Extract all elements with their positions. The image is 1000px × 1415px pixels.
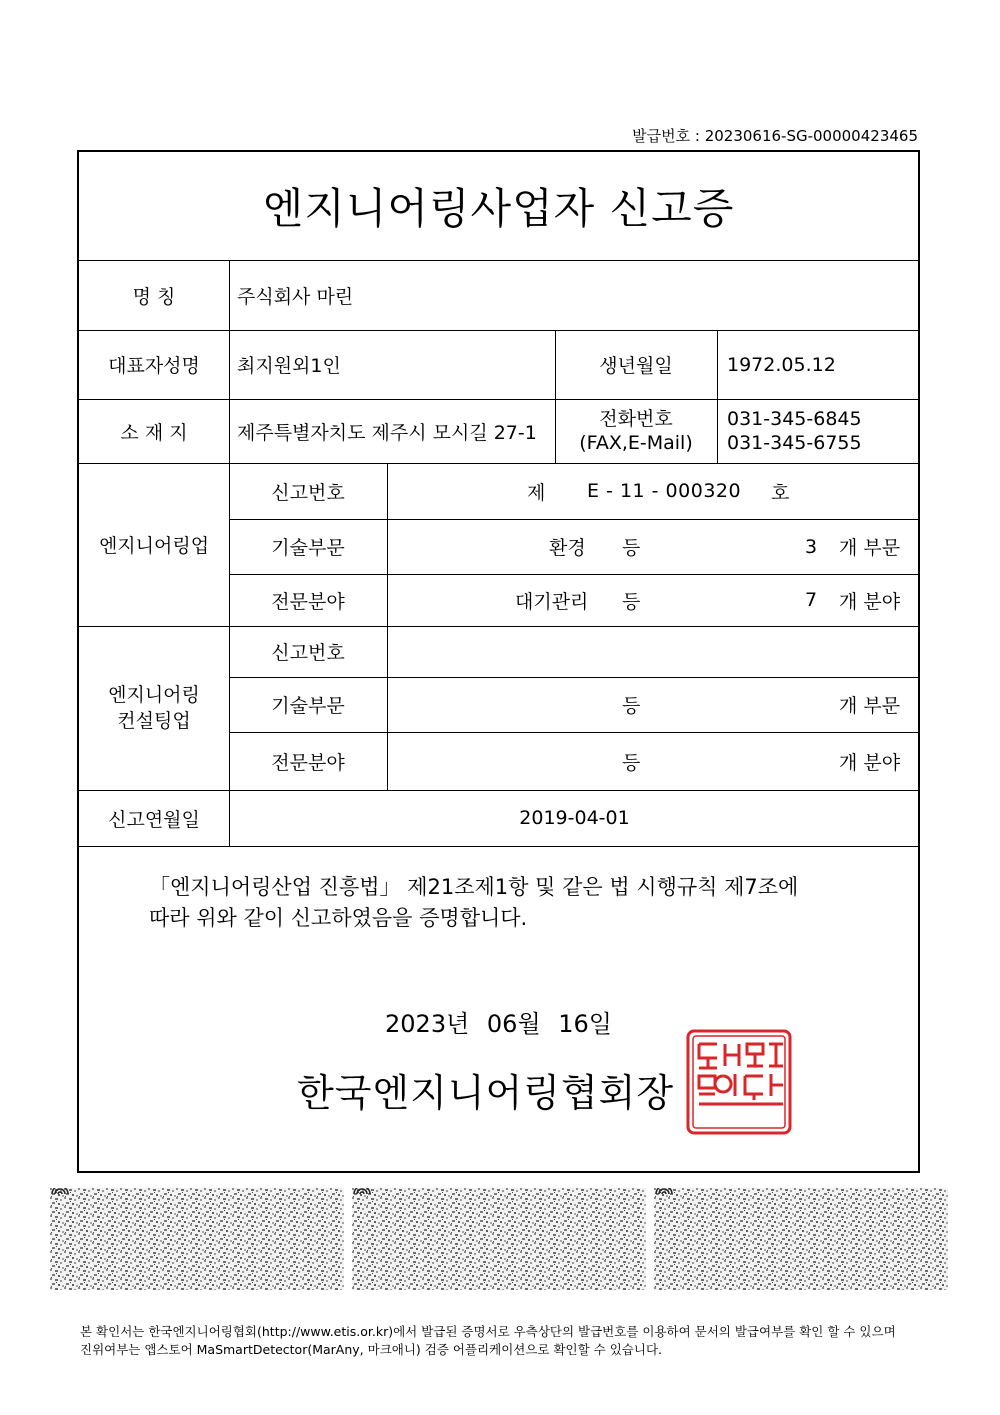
label-eng-tech-division: 기술부문	[271, 537, 345, 559]
eng-report-number-row	[387, 463, 920, 519]
label-consulting-business	[79, 626, 229, 790]
security-code-strip-2	[352, 1188, 646, 1290]
label-eng-report-number: 신고번호	[271, 481, 345, 504]
footer-line-1: 본 확인서는 한국엔지니어링협회(http://www.etis.or.kr)에서 발급된 증명서로 우측상단의 발급번호를 이용하여 문서의 발급여부를 확인 할 수 있으며	[80, 1324, 896, 1339]
con-specialty-row	[387, 732, 920, 790]
label-consulting-line2: 컨설팅업	[117, 710, 191, 732]
eng-tech-unit: 개 부문	[839, 537, 901, 559]
value-phone-2: 031-345-6755	[727, 432, 862, 454]
eng-specialty-etc: 등	[622, 590, 641, 613]
issue-date: 2023년 06월 16일	[385, 1010, 612, 1038]
label-phone	[555, 399, 717, 463]
official-seal-icon	[685, 1028, 793, 1136]
con-tech-unit: 개 부문	[839, 695, 901, 717]
footer-notice	[80, 1323, 896, 1359]
con-specialty-etc: 등	[622, 751, 641, 774]
label-con-report-number: 신고번호	[271, 642, 345, 664]
label-phone-sub: (FAX,E-Mail)	[579, 432, 693, 454]
certification-statement	[149, 872, 798, 934]
value-birthdate: 1972.05.12	[727, 353, 836, 376]
label-con-specialty: 전문분야	[271, 751, 345, 774]
value-representative: 최지원외1인	[237, 355, 341, 377]
eng-report-prefix: 제	[527, 481, 546, 504]
value-name: 주식회사 마린	[237, 285, 354, 308]
label-name: 명 칭	[132, 285, 176, 308]
eng-tech-etc: 등	[622, 537, 641, 559]
issuer-name: 한국엔지니어링협회장	[297, 1071, 675, 1115]
label-eng-specialty: 전문분야	[271, 590, 345, 613]
label-representative: 대표자성명	[108, 355, 200, 377]
security-code-strip-3	[654, 1188, 948, 1290]
con-tech-etc: 등	[622, 695, 641, 717]
security-code-strip-1	[50, 1188, 344, 1290]
statement-line-1: 「엔지니어링산업 진흥법」 제21조제1항 및 같은 법 시행규칙 제7조에	[149, 875, 799, 899]
eng-specialty-count: 7	[805, 589, 818, 611]
issue-number: 발급번호 : 20230616-SG-00000423465	[632, 127, 918, 145]
eng-tech-row	[387, 519, 920, 574]
eng-report-suffix: 호	[771, 481, 790, 504]
eng-specialty-row	[387, 574, 920, 626]
con-specialty-unit: 개 분야	[839, 751, 901, 774]
document-title: 엔지니어링사업자 신고증	[79, 152, 918, 261]
label-con-tech-division: 기술부문	[271, 695, 345, 717]
con-tech-row	[387, 677, 920, 732]
label-report-date: 신고연월일	[108, 808, 200, 831]
value-report-date: 2019-04-01	[519, 807, 630, 829]
value-phones	[717, 399, 920, 463]
value-address: 제주특별자치도 제주시 모시길 27-1	[237, 421, 537, 444]
label-phone-main: 전화번호	[599, 408, 673, 430]
eng-specialty-unit: 개 분야	[839, 590, 901, 613]
eng-tech-count: 3	[805, 535, 818, 558]
label-location: 소 재 지	[120, 421, 188, 444]
eng-report-no: E - 11 - 000320	[587, 480, 742, 502]
label-birthdate: 생년월일	[599, 355, 673, 377]
label-consulting-line1: 엔지니어링	[108, 684, 200, 706]
footer-line-2: 진위여부는 앱스토어 MaSmartDetector(MarAny, 마크애니) 검증 어플리케이션으로 확인할 수 있습니다.	[80, 1342, 662, 1357]
label-engineering-business: 엔지니어링업	[98, 535, 210, 557]
eng-tech-value: 환경	[549, 537, 586, 559]
certificate-frame	[77, 150, 920, 1173]
value-phone-1: 031-345-6845	[727, 408, 862, 430]
eng-specialty-value: 대기관리	[515, 590, 589, 613]
statement-line-2: 따라 위와 같이 신고하였음을 증명합니다.	[149, 906, 528, 930]
